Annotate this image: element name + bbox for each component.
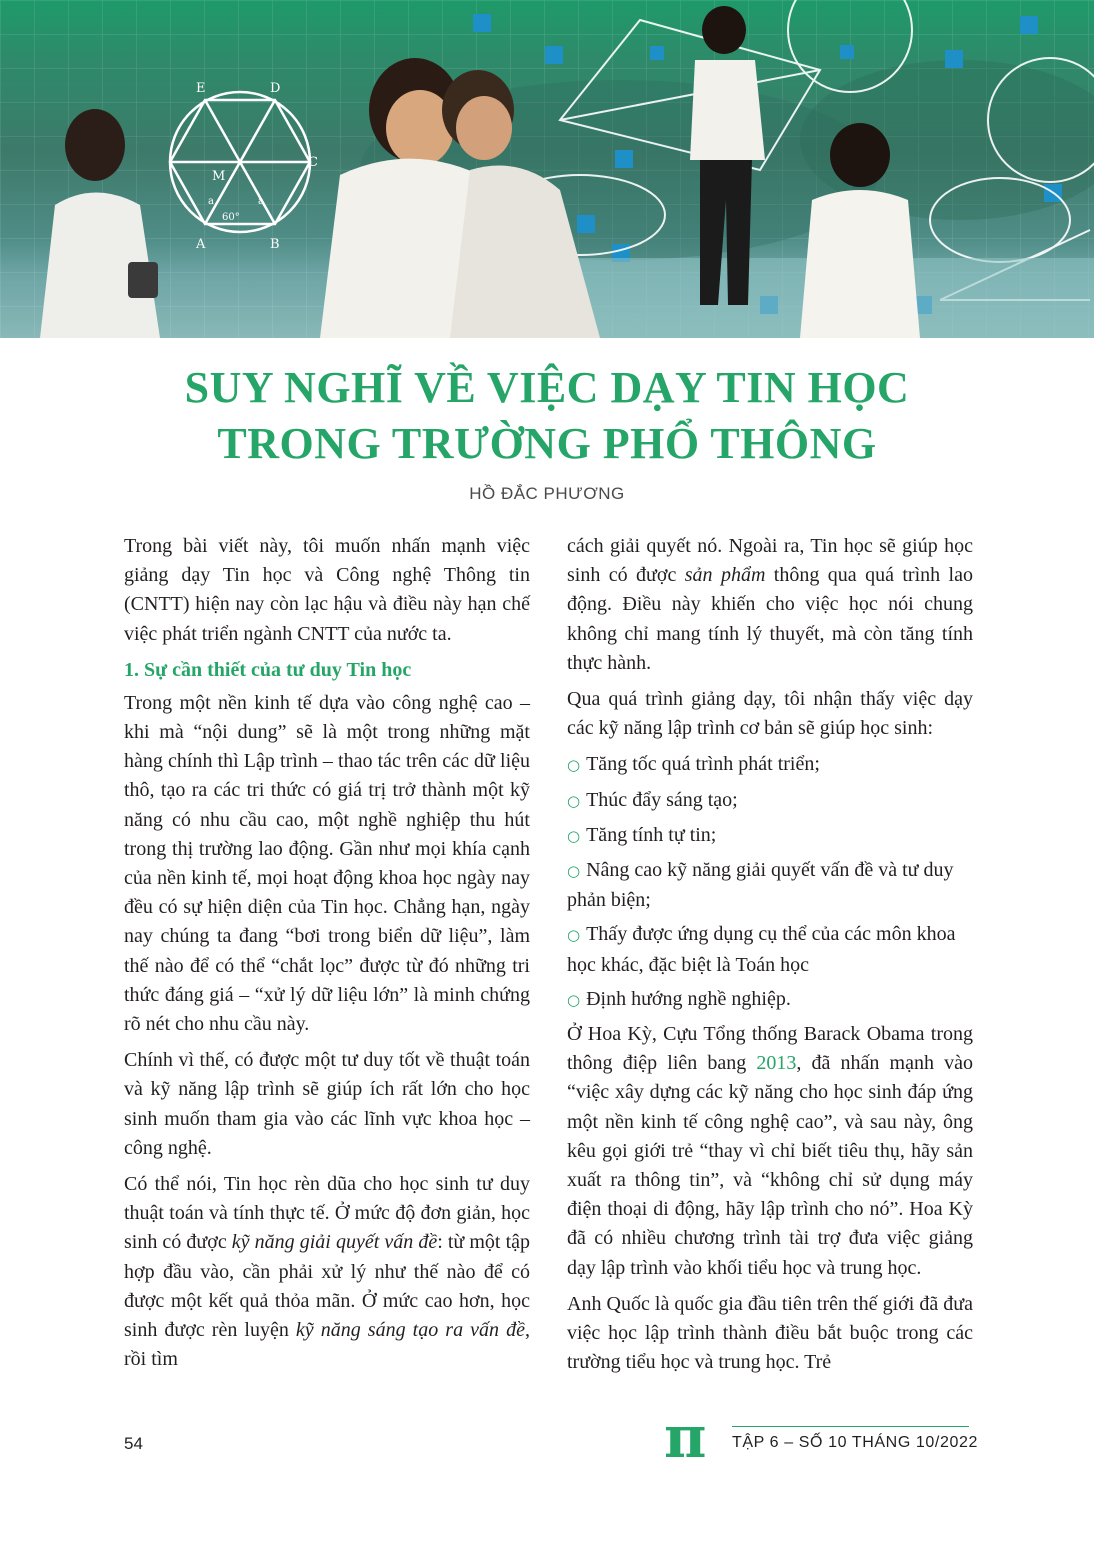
- section-1-heading: 1. Sự cần thiết của tư duy Tin học: [124, 658, 412, 681]
- list-item-text: Định hướng nghề nghiệp.: [586, 987, 791, 1010]
- list-item-text: Thúc đẩy sáng tạo;: [586, 788, 738, 811]
- classroom-geometry-illustration: [0, 0, 1094, 338]
- list-item-text: Nâng cao kỹ năng giải quyết vấn đề và tư duy phản biện;: [567, 859, 954, 912]
- circle-bullet-icon: ○: [567, 926, 581, 945]
- article-title: [0, 360, 1094, 472]
- circle-bullet-icon: ○: [567, 756, 581, 775]
- diagram-label-e: E: [196, 81, 206, 96]
- issue-info: TẬP 6 – SỐ 10 THÁNG 10/2022: [732, 1434, 978, 1451]
- circle-bullet-icon: ○: [567, 990, 581, 1009]
- text-span: : từ một tập hợp đầu vào, cần phải xử lý như thế nào để có được một kết quả thỏa mãn. Ở mức cao hơn, học sinh được rèn luyện: [124, 1231, 531, 1342]
- list-item-text: Tăng tốc quá trình phát triển;: [586, 753, 820, 776]
- paragraph-algorithmic-thinking: Chính vì thế, có được một tư duy tốt về thuật toán và kỹ năng lập trình sẽ giúp ích rất lớn cho học sinh muốn tham gia vào các lĩnh vực khoa học – công nghệ.: [124, 1049, 530, 1159]
- circle-bullet-icon: ○: [567, 826, 581, 845]
- left-column: [124, 532, 530, 1381]
- pi-logo-icon: π: [664, 1403, 707, 1471]
- header-illustration: [0, 0, 1094, 338]
- paragraph-usa: [567, 1020, 973, 1283]
- text-span: cách giải quyết nó. Ngoài ra, Tin học sẽ giúp học sinh có được: [567, 535, 973, 587]
- diagram-label-a: A: [196, 237, 206, 252]
- list-item: [567, 821, 973, 851]
- author-name: HỒ ĐẮC PHƯƠNG: [469, 484, 625, 503]
- circle-bullet-icon: ○: [567, 791, 581, 810]
- emphasis-product: sản phẩm: [684, 564, 766, 587]
- diagram-label-a2: a: [258, 196, 264, 207]
- page-number: 54: [124, 1434, 143, 1453]
- diagram-label-a1: a: [208, 196, 214, 207]
- list-item-text: Thấy được ứng dụng cụ thể của các môn khoa học khác, đặc biệt là Toán học: [567, 923, 956, 976]
- paragraph-teaching-experience: Qua quá trình giảng dạy, tôi nhận thấy việc dạy các kỹ năng lập trình cơ bản sẽ giúp học sinh:: [567, 688, 973, 740]
- circle-bullet-icon: ○: [567, 862, 581, 881]
- text-span: Ở Hoa Kỳ, Cựu Tổng thống Barack Obama trong thông điệp liên bang: [567, 1023, 973, 1075]
- title-line-2: TRONG TRƯỜNG PHỔ THÔNG: [217, 419, 877, 468]
- list-item-text: Tăng tính tự tin;: [586, 823, 717, 846]
- paragraph-high-tech-economy: Trong một nền kinh tế dựa vào công nghệ cao – khi mà “nội dung” sẽ là một trong những mặt hàng chính thì Lập trình – thao tác trên các dữ liệu thô, tạo ra các tri thức có giá trị trở thành một kỹ năng có nhu cầu cao, một nghề nghiệp thu hút trong thị trường lao động. Gần như mọi khía cạnh của nền kinh tế, mọi hoạt động khoa học ngày nay đều có sự hiện diện của Tin học. Chẳng hạn, ngày nay chúng ta đang “bơi trong biển dữ liệu”, làm thế nào để có thể “chắt lọc” được từ đó những tri thức đáng giá – “xử lý dữ liệu lớn” là minh chứng rõ nét cho nhu cầu này.: [124, 691, 530, 1036]
- year-link[interactable]: 2013: [756, 1052, 797, 1075]
- title-line-1: SUY NGHĨ VỀ VIỆC DẠY TIN HỌC: [184, 363, 910, 412]
- emphasis-problem-solving: kỹ năng giải quyết vấn đề: [231, 1231, 438, 1254]
- diagram-label-d: D: [270, 81, 281, 96]
- benefits-list: [567, 750, 973, 1015]
- paragraph-product: [567, 532, 973, 678]
- text-span: Có thể nói, Tin học rèn dũa cho học sinh tư duy thuật toán và tính thực tế. Ở mức độ đơn giản, học sinh có được: [124, 1173, 530, 1254]
- list-item: [567, 920, 973, 979]
- list-item: [567, 985, 973, 1015]
- list-item: [567, 750, 973, 780]
- diagram-label-angle: 60°: [222, 212, 240, 223]
- text-span: , đã nhấn mạnh vào “việc xây dựng các kỹ năng cho học sinh đáp ứng một nền kinh tế công nghệ cao”, và sau này, ông kêu gọi giới trẻ “thay vì chỉ biết tiêu thụ, hãy sản xuất ra thông tin”, và “không chỉ sử dụng máy điện thoại di động, hãy lập trình cho nó”. Hoa Kỳ đã có nhiều chương trình tài trợ đưa việc giảng dạy lập trình vào khối tiểu học và trung học.: [567, 1052, 973, 1279]
- emphasis-problem-creation: kỹ năng sáng tạo ra vấn đề: [295, 1319, 525, 1342]
- list-item: [567, 786, 973, 816]
- paragraph-uk: Anh Quốc là quốc gia đầu tiên trên thế giới đã đưa việc học lập trình thành điều bắt buộc trong các trường tiểu học và trung học. Trẻ: [567, 1292, 973, 1374]
- footer-divider: [732, 1426, 969, 1427]
- text-span: thông qua quá trình lao động. Điều này khiến cho việc học nói chung không chỉ mang tính lý thuyết, mà còn tăng tính thực hành.: [567, 564, 973, 674]
- intro-paragraph: Trong bài viết này, tôi muốn nhấn mạnh việc giảng dạy Tin học và Công nghệ Thông tin (CNTT) hiện nay còn lạc hậu và điều này hạn chế việc phát triển ngành CNTT của nước ta.: [124, 535, 530, 645]
- list-item: [567, 856, 973, 915]
- diagram-label-m: M: [212, 169, 226, 184]
- diagram-label-c: C: [308, 155, 318, 170]
- text-span: , rồi tìm: [124, 1319, 530, 1371]
- diagram-label-b: B: [270, 237, 280, 252]
- right-column: [567, 532, 973, 1384]
- paragraph-skills: [124, 1170, 530, 1374]
